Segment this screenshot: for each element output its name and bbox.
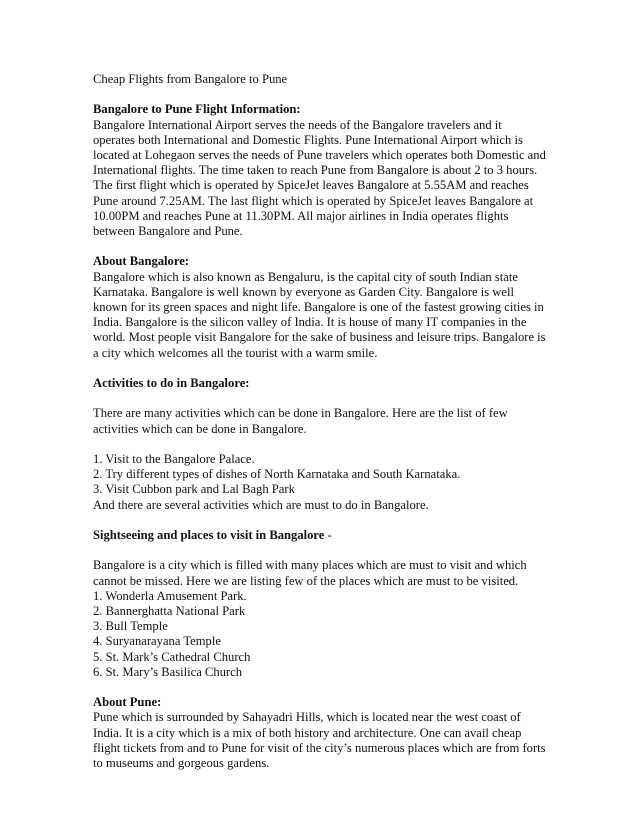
spacer bbox=[93, 361, 553, 376]
activities-intro-line: There are many activities which can be done in Bangalore. Here are the list of few bbox=[93, 406, 508, 421]
document-page bbox=[93, 72, 553, 771]
sightseeing-list-item: 5. St. Mark’s Cathedral Church bbox=[93, 649, 251, 664]
flight-info-line: 10.00PM and reaches Pune at 11.30PM. All major airlines in India operates flights bbox=[93, 208, 509, 223]
sightseeing-intro-line: Bangalore is a city which is filled with many places which are must to visit and which bbox=[93, 558, 527, 573]
activities-closing: And there are several activities which are must to do in Bangalore. bbox=[93, 497, 429, 512]
flight-info-line: operates both International and Domestic Flights. Pune International Airport which is bbox=[93, 132, 523, 147]
spacer bbox=[93, 543, 553, 558]
activities-list-item: 2. Try different types of dishes of North Karnataka and South Karnataka. bbox=[93, 467, 461, 482]
document-title: Cheap Flights from Bangalore to Pune bbox=[93, 72, 288, 86]
flight-info-line: between Bangalore and Pune. bbox=[93, 224, 243, 239]
activities-list-item: 1. Visit to the Bangalore Palace. bbox=[93, 452, 255, 466]
activities-list-item: 3. Visit Cubbon park and Lal Bagh Park bbox=[93, 482, 295, 497]
about-pune-line: to museums and gorgeous gardens. bbox=[93, 756, 270, 771]
spacer bbox=[93, 391, 553, 406]
about-bangalore-line: Bangalore which is also known as Bengaluru, is the capital city of south Indian state bbox=[93, 269, 518, 284]
sightseeing-list-item: 2. Bannerghatta National Park bbox=[93, 604, 246, 618]
sightseeing-intro-line: cannot be missed. Here we are listing few of the places which are must to be visited. bbox=[93, 573, 519, 588]
spacer bbox=[93, 680, 553, 695]
about-pune-line: flight tickets from and to Pune for visit of the city’s numerous places which are from forts bbox=[93, 740, 546, 755]
activities-heading: Activities to do in Bangalore: bbox=[93, 376, 250, 391]
flight-info-line: International flights. The time taken to reach Pune from Bangalore is about 2 to 3 hours. bbox=[93, 163, 538, 178]
about-bangalore-line: Karnataka. Bangalore is well known by everyone as Garden City. Bangalore is well bbox=[93, 284, 514, 299]
spacer bbox=[93, 437, 553, 452]
flight-info-line: The first flight which is operated by SpiceJet leaves Bangalore at 5.55AM and reaches bbox=[93, 178, 529, 193]
spacer bbox=[93, 239, 553, 254]
sightseeing-heading-row bbox=[93, 528, 553, 543]
about-pune-heading: About Pune: bbox=[93, 695, 162, 710]
flight-info-line: located at Lohegaon serves the needs of Pune travelers which operates both Domestic and bbox=[93, 148, 546, 162]
activities-intro-line: activities which can be done in Bangalore. bbox=[93, 421, 307, 436]
flight-info-line: Pune around 7.25AM. The last flight which is operated by SpiceJet leaves Bangalore at bbox=[93, 193, 534, 208]
about-bangalore-line: world. Most people visit Bangalore for the sake of business and leisure trips. Bangalore is bbox=[93, 330, 546, 345]
flight-info-heading: Bangalore to Pune Flight Information: bbox=[93, 102, 301, 117]
sightseeing-heading-suffix: - bbox=[324, 528, 332, 542]
about-bangalore-line: India. Bangalore is the silicon valley of India. It is house of many IT companies in the bbox=[93, 315, 527, 330]
about-bangalore-heading: About Bangalore: bbox=[93, 254, 189, 269]
spacer bbox=[93, 513, 553, 528]
spacer bbox=[93, 87, 553, 102]
about-bangalore-line: known for its green spaces and night life. Bangalore is one of the fastest growing cities in bbox=[93, 300, 544, 315]
about-pune-line: Pune which is surrounded by Sahayadri Hills, which is located near the west coast of bbox=[93, 710, 521, 725]
about-pune-line: India. It is a city which is a mix of both history and architecture. One can avail cheap bbox=[93, 725, 522, 740]
about-bangalore-line: a city which welcomes all the tourist with a warm smile. bbox=[93, 345, 378, 360]
sightseeing-list-item: 3. Bull Temple bbox=[93, 619, 168, 634]
flight-info-line: Bangalore International Airport serves the needs of the Bangalore travelers and it bbox=[93, 117, 502, 132]
sightseeing-list-item: 4. Suryanarayana Temple bbox=[93, 634, 221, 649]
sightseeing-list-item: 6. St. Mary’s Basilica Church bbox=[93, 664, 243, 679]
sightseeing-list-item: 1. Wonderla Amusement Park. bbox=[93, 588, 247, 603]
sightseeing-heading: Sightseeing and places to visit in Bangalore bbox=[93, 528, 325, 542]
